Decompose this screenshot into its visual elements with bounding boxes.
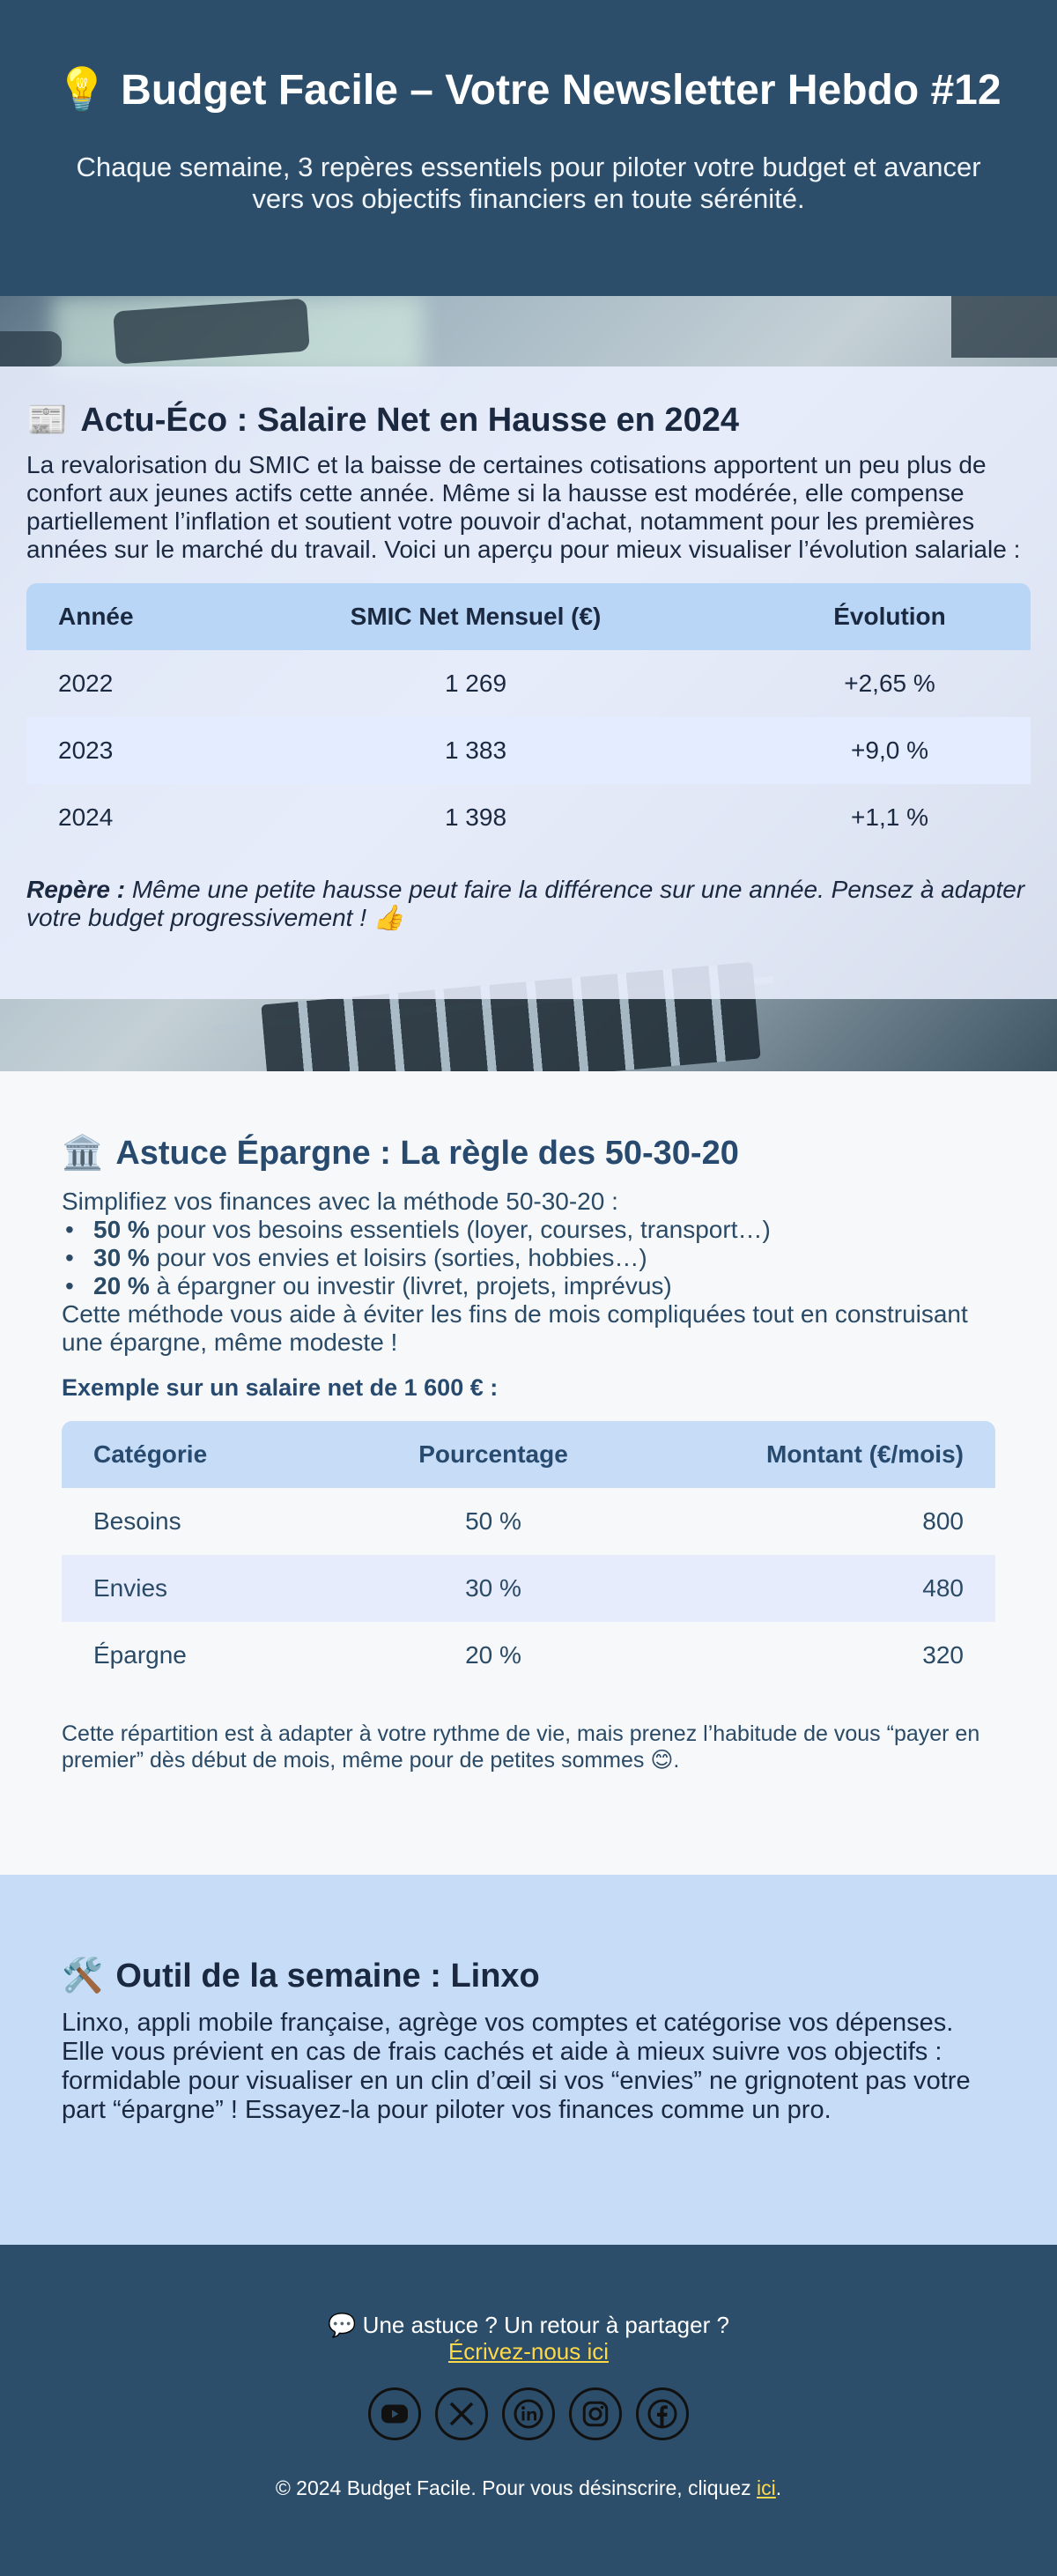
table-cell: 20 % (465, 1641, 521, 1669)
rule-percentage: 50 % (93, 1216, 150, 1243)
rule-text: pour vos besoins essentiels (loyer, courses, transport…) (156, 1216, 771, 1243)
instagram-link[interactable] (569, 2387, 622, 2440)
savings-title (62, 1133, 995, 1173)
table-row (62, 1555, 995, 1622)
rule-text: à épargner ou investir (livret, projets, imprévus) (156, 1272, 672, 1299)
hero-background-device (0, 331, 62, 366)
x-link[interactable] (435, 2387, 488, 2440)
x-icon (446, 2398, 477, 2430)
unsubscribe-link[interactable]: ici (757, 2476, 776, 2499)
table-cell: 1 398 (444, 803, 507, 831)
savings-rule-list (62, 1216, 995, 1300)
speech-bubble-icon: 💬 (328, 2312, 357, 2338)
copyright-label: © 2024 Budget Facile. Pour vous désinscrire, cliquez (275, 2476, 751, 2499)
list-item (62, 1216, 995, 1244)
column-header-evolution: Évolution (749, 583, 1031, 650)
newsletter-title-text: Budget Facile – Votre Newsletter Hebdo #12 (121, 67, 1002, 114)
table-row (26, 717, 1031, 784)
rule-percentage: 30 % (93, 1244, 150, 1271)
table-cell: 1 269 (444, 670, 507, 697)
table-cell: 2022 (58, 670, 114, 697)
news-note-label: Repère : (26, 876, 126, 903)
youtube-link[interactable] (368, 2387, 421, 2440)
table-row (26, 784, 1031, 851)
table-cell: Épargne (93, 1641, 187, 1669)
table-cell: +2,65 % (844, 670, 935, 697)
news-note (26, 876, 1031, 932)
table-header-row (26, 583, 1031, 650)
tool-section (0, 1875, 1057, 2245)
news-intro: La revalorisation du SMIC et la baisse de certaines cotisations apportent un peu plus de confort aux jeunes actifs cette année. Même si la hausse est modérée, elle compense partiellement l’inflation et soutient votre pouvoir d'achat, notamment pour les premières années sur le marché du travail. Voici un aperçu pour mieux visualiser l’évolution salariale : (26, 451, 1021, 563)
feedback-question-text: Une astuce ? Un retour à partager ? (362, 2312, 729, 2338)
table-cell: 1 383 (203, 717, 749, 784)
column-header-year: Année (26, 583, 203, 650)
bank-icon: 🏛️ (62, 1135, 104, 1172)
list-item (62, 1244, 995, 1272)
newspaper-icon: 📰 (26, 402, 69, 439)
feedback-question (0, 2312, 1057, 2338)
newsletter-header (0, 0, 1057, 296)
copyright-period: . (775, 2476, 782, 2499)
youtube-icon (379, 2398, 410, 2430)
table-cell: 2023 (26, 717, 203, 784)
table-cell: 2024 (58, 803, 114, 831)
social-links (0, 2387, 1057, 2440)
linkedin-link[interactable] (502, 2387, 555, 2440)
lightbulb-icon: 💡 (55, 67, 109, 114)
newsletter-subtitle: Chaque semaine, 3 repères essentiels pour piloter votre budget et avancer vers vos objectifs financiers en toute sérénité. (76, 152, 981, 214)
tools-icon: 🛠️ (62, 1958, 104, 1995)
copyright-text (0, 2476, 1057, 2500)
column-header-amount: Montant (€/mois) (634, 1421, 995, 1488)
table-cell: 50 % (465, 1507, 521, 1535)
contact-link[interactable]: Écrivez-nous ici (447, 2338, 610, 2365)
tool-title-text: Outil de la semaine : Linxo (115, 1958, 540, 1995)
tool-title (62, 1956, 995, 1996)
facebook-icon (647, 2398, 678, 2430)
table-cell: +9,0 % (749, 717, 1031, 784)
table-row (62, 1622, 995, 1689)
savings-section (0, 1071, 1057, 1875)
tool-description: Linxo, appli mobile française, agrège vos comptes et catégorise vos dépenses. Elle vous prévient en cas de frais cachés et aide à mieux suivre vos objectifs : formidable pour visualiser en un clin d’œil si vos “envies” ne grignotent pas votre part “épargne” ! Essayez-la pour piloter vos finances comme un pro. (62, 2009, 971, 2124)
savings-intro: Simplifiez vos finances avec la méthode 50-30-20 : (62, 1188, 618, 1215)
news-title-text: Actu-Éco : Salaire Net en Hausse en 2024 (80, 402, 739, 439)
table-cell: 320 (922, 1641, 964, 1669)
table-row (26, 650, 1031, 717)
table-cell: Envies (62, 1555, 352, 1622)
table-cell: 30 % (352, 1555, 634, 1622)
newsletter-title (0, 67, 1057, 115)
news-section (0, 296, 1057, 1071)
news-card (0, 366, 1057, 999)
column-header-percentage: Pourcentage (352, 1421, 634, 1488)
list-item (62, 1272, 995, 1300)
facebook-link[interactable] (636, 2387, 689, 2440)
savings-follow-text: Cette méthode vous aide à éviter les fins de mois compliquées tout en construisant une épargne, même modeste ! (62, 1300, 968, 1356)
column-header-category: Catégorie (62, 1421, 352, 1488)
table-cell: 480 (634, 1555, 995, 1622)
salary-table (26, 583, 1031, 851)
column-header-smic: SMIC Net Mensuel (€) (203, 583, 749, 650)
table-row (62, 1488, 995, 1555)
instagram-icon (580, 2398, 611, 2430)
savings-title-text: Astuce Épargne : La règle des 50-30-20 (115, 1135, 739, 1172)
linkedin-icon (513, 2398, 544, 2430)
news-note-text: Même une petite hausse peut faire la différence sur une année. Pensez à adapter votre budget progressivement ! 👍 (26, 876, 1025, 931)
news-title (26, 400, 1031, 440)
table-cell: +1,1 % (851, 803, 928, 831)
hero-background-device (951, 296, 1057, 358)
table-cell: Besoins (93, 1507, 181, 1535)
example-title: Exemple sur un salaire net de 1 600 € : (62, 1374, 499, 1401)
savings-note: Cette répartition est à adapter à votre rythme de vie, mais prenez l’habitude de vous “payer en premier” dès début de mois, même pour de petites sommes 😊. (62, 1721, 980, 1773)
rule-text: pour vos envies et loisirs (sorties, hobbies…) (156, 1244, 647, 1271)
table-header-row (62, 1421, 995, 1488)
newsletter-footer (0, 2245, 1057, 2576)
table-cell: 800 (922, 1507, 964, 1535)
rule-percentage: 20 % (93, 1272, 150, 1299)
budget-split-table (62, 1421, 995, 1689)
